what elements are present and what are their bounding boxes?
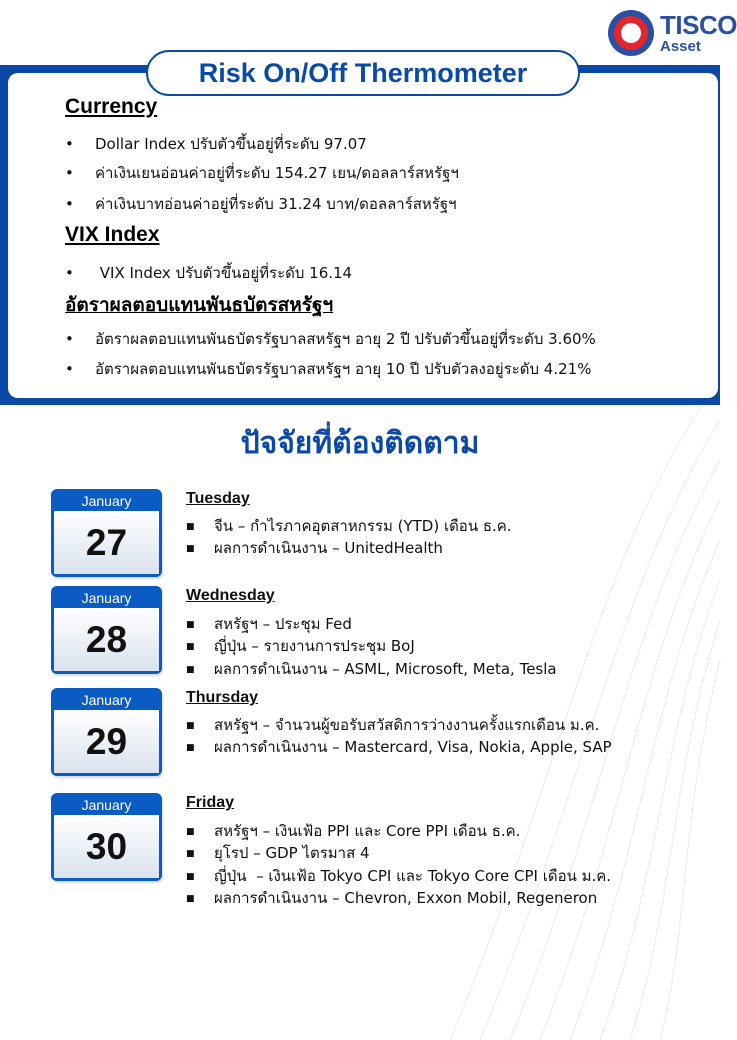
bullet-item: • VIX Index ปรับตัวขึ้นอยู่ที่ระดับ 16.14 <box>65 264 353 282</box>
calendar-date: 29 <box>54 710 159 773</box>
bullet-item: • อัตราผลตอบแทนพันธบัตรรัฐบาลสหรัฐฯ อายุ 10 ปี ปรับตัวลงอยู่ระดับ 4.21% <box>65 360 592 378</box>
calendar-date: 30 <box>54 815 159 878</box>
logo-wordmark: TISCO <box>660 10 737 40</box>
thermometer-title: Risk On/Off Thermometer <box>198 57 528 88</box>
calendar-icon <box>51 793 162 881</box>
background-lines <box>360 380 720 1040</box>
weekday-title: Friday <box>186 794 235 811</box>
bullet-item: • อัตราผลตอบแทนพันธบัตรรัฐบาลสหรัฐฯ อายุ 2 ปี ปรับตัวขึ้นอยู่ที่ระดับ 3.60% <box>65 330 596 348</box>
factors-title: ปัจจัยที่ต้องติดตาม <box>240 426 480 461</box>
calendar-month: January <box>54 691 159 710</box>
event-item: ■ ญี่ปุ่น – รายงานการประชุม BoJ <box>186 637 415 655</box>
event-item: ■ จีน – กำไรภาคอุตสาหกรรม (YTD) เดือน ธ.ค. <box>186 517 512 535</box>
event-item: ■ สหรัฐฯ – จำนวนผู้ขอรับสวัสดิการว่างงานครั้งแรกเดือน ม.ค. <box>186 716 600 734</box>
event-item: ■ ยุโรป – GDP ไตรมาส 4 <box>186 844 370 862</box>
calendar-month: January <box>54 492 159 511</box>
calendar-icon <box>51 489 162 577</box>
weekday-title: Tuesday <box>186 490 250 507</box>
weekday-title: Wednesday <box>186 587 275 604</box>
weekday-title: Thursday <box>186 689 259 706</box>
event-item: ■ ญี่ปุ่น – เงินเฟ้อ Tokyo CPI และ Tokyo Core CPI เดือน ม.ค. <box>186 867 612 885</box>
calendar-month: January <box>54 589 159 608</box>
event-item: ■ สหรัฐฯ – ประชุม Fed <box>186 615 352 633</box>
section-heading-currency: Currency <box>65 95 158 118</box>
section-heading-bond-yield: อัตราผลตอบแทนพันธบัตรสหรัฐฯ <box>65 294 334 316</box>
calendar-date: 28 <box>54 608 159 671</box>
event-item: ■ ผลการดำเนินงาน – Chevron, Exxon Mobil, Regeneron <box>186 889 598 907</box>
thermometer-title-pill <box>146 50 580 96</box>
event-item: ■ สหรัฐฯ – เงินเฟ้อ PPI และ Core PPI เดือน ธ.ค. <box>186 822 521 840</box>
calendar-date: 27 <box>54 511 159 574</box>
calendar-month: January <box>54 796 159 815</box>
bullet-item: • ค่าเงินบาทอ่อนค่าอยู่ที่ระดับ 31.24 บาท/ดอลลาร์สหรัฐฯ <box>65 195 457 213</box>
calendar-icon <box>51 586 162 674</box>
bullet-item: • Dollar Index ปรับตัวขึ้นอยู่ที่ระดับ 97.07 <box>65 135 367 153</box>
event-item: ■ ผลการดำเนินงาน – UnitedHealth <box>186 539 443 557</box>
section-heading-vix: VIX Index <box>65 223 160 246</box>
bullet-item: • ค่าเงินเยนอ่อนค่าอยู่ที่ระดับ 154.27 เยน/ดอลลาร์สหรัฐฯ <box>65 164 459 182</box>
event-item: ■ ผลการดำเนินงาน – Mastercard, Visa, Nokia, Apple, SAP <box>186 738 612 756</box>
logo-mark-icon <box>608 10 654 56</box>
calendar-icon <box>51 688 162 776</box>
tisco-logo <box>608 10 737 56</box>
event-item: ■ ผลการดำเนินงาน – ASML, Microsoft, Meta, Tesla <box>186 660 557 678</box>
logo-subtitle: Asset <box>660 38 701 55</box>
